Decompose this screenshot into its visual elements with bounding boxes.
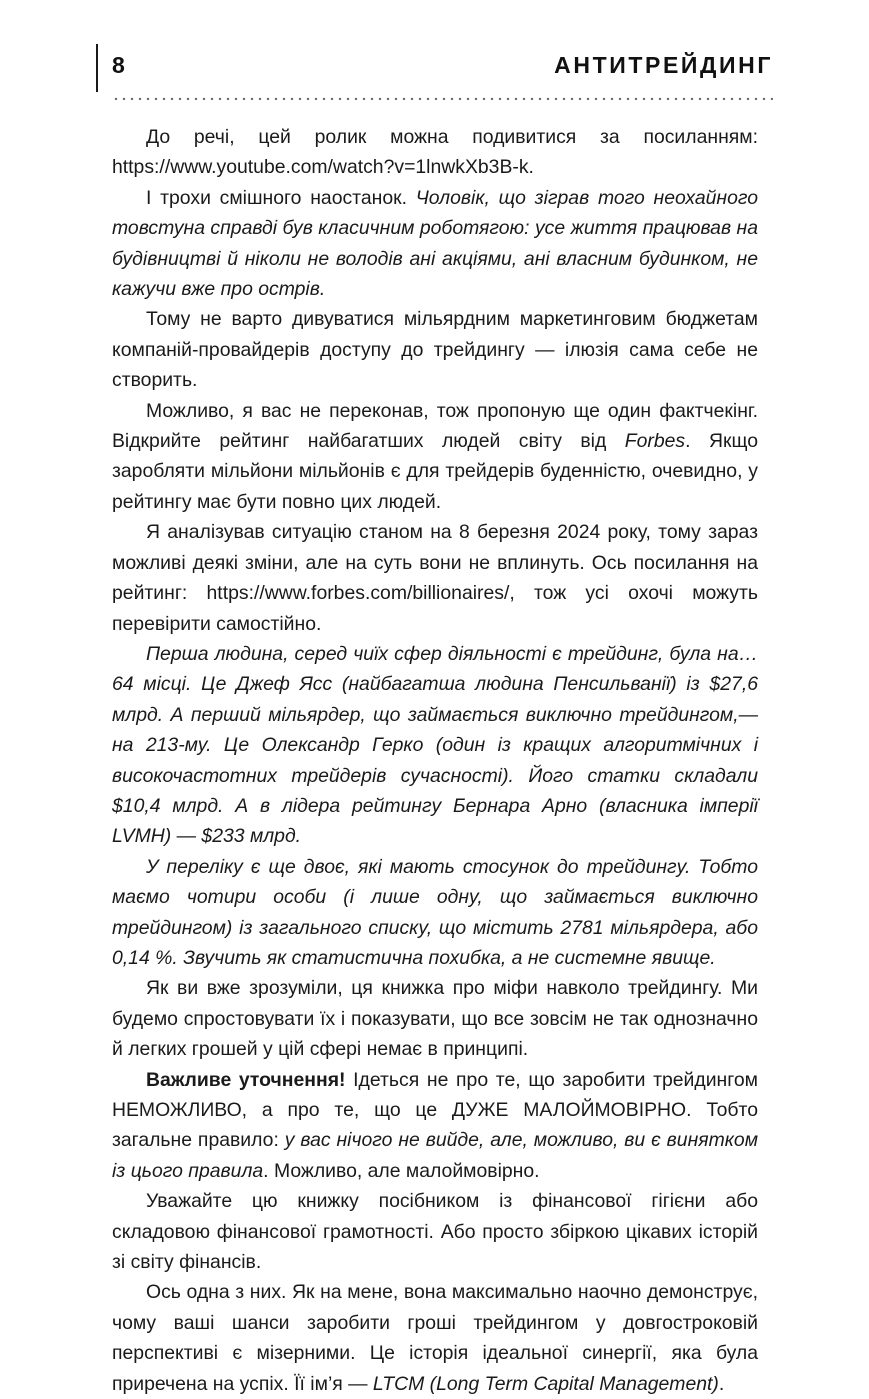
text-run-bold: Важливе уточнення!: [146, 1068, 346, 1091]
paragraph: [112, 973, 758, 1064]
running-title: АНТИТРЕЙДИНГ: [554, 51, 773, 78]
paragraph: [112, 1186, 758, 1277]
paragraph: [112, 517, 758, 639]
text-run-italic: Перша людина, серед чиїх сфер діяльності є трейдинг, була на… 64 місці. Це Джеф Ясс (найбагатша людина Пенсильванії) із $27,6 млрд. А перший мільярдер, що займається виключно трейдингом,— на 213-му. Це Олександр Герко (один із кращих алгоритмічних і високочастотних трейдерів сучасності). Його статки складали $10,4 млрд. А в лідера рейтингу Бернара Арно (власника імперії LVMH) — $233 млрд.: [112, 642, 758, 848]
text-run: Можливо, я вас не переконав, тож пропоную ще один фактчекінг. Відкрийте рейтинг найбагатших людей світу від: [112, 399, 758, 453]
paragraph: [112, 122, 758, 183]
text-run: До речі, цей ролик можна подивитися за посиланням: https://www.youtube.com/watch?v=1lnwkXb3B-k.: [112, 126, 758, 179]
page-number: 8: [112, 51, 126, 78]
text-run: Тому не варто дивуватися мільярдним маркетинговим бюджетам компаній-провайдерів доступу до трейдингу — ілюзія сама себе не створить.: [112, 308, 758, 392]
text-run-italic: У переліку є ще двоє, які мають стосунок до трейдингу. Тобто маємо чотири особи (і лише одну, що займається виключно трейдингом) із загального списку, що містить 2781 мільярдера, або 0,14 %. Звучить як статистична похибка, а не системне явище.: [112, 855, 758, 969]
header-left-rule: [96, 44, 98, 92]
text-run-italic: Forbes: [624, 430, 686, 453]
paragraph: [112, 396, 758, 518]
paragraph: [112, 639, 758, 852]
paragraph: [112, 183, 758, 305]
header-dotted-divider: [112, 96, 773, 100]
text-run: І трохи смішного наостанок.: [146, 186, 416, 209]
paragraph: [112, 1065, 758, 1187]
text-run: Я аналізував ситуацію станом на 8 березня 2024 року, тому зараз можливі деякі зміни, але на суть вони не вплинуть. Ось посилання на рейтинг: https://www.forbes.com/billionaires/, тож усі охочі можуть перевірити самостійно.: [112, 521, 758, 635]
paragraph: [112, 304, 758, 395]
page-header: [112, 48, 773, 82]
paragraph: [112, 1277, 758, 1399]
text-run-italic: Чоловік, що зіграв того неохайного товстуна справді був класичним роботягою: усе життя працював на будівництві й ніколи не володів ані акціями, ані власним будинком, не кажучи вже про острів.: [112, 186, 759, 301]
text-run: .: [718, 1372, 725, 1395]
text-run: . Якщо заробляти мільйони мільйонів є для трейдерів буденністю, очевидно, у рейтингу має бути повно цих людей.: [112, 430, 758, 513]
paragraph: [112, 852, 758, 974]
text-run: Як ви вже зрозуміли, ця книжка про міфи навколо трейдингу. Ми будемо спростовувати їх і показувати, що все зовсім не так однозначно й легких грошей у цій сфері немає в принципі.: [112, 977, 758, 1061]
text-run: . Можливо, але малоймовірно.: [263, 1159, 540, 1182]
text-run-italic: LTCM (Long Term Capital Management): [372, 1372, 719, 1395]
text-run: Ось одна з них. Як на мене, вона максимально наочно демонструє, чому ваші шанси заробити гроші трейдингом у довгостроковій перспективі є мізерними. Це історія ідеальної синергії, яка була приречена на успіх. Її ім’я —: [112, 1281, 758, 1395]
body-text: [112, 122, 758, 1399]
text-run: Ідеться не про те, що заробити трейдингом НЕМОЖЛИВО, а про те, що це ДУЖЕ МАЛОЙМОВІРНО. Тобто загальне правило:: [112, 1068, 758, 1152]
text-run-italic: у вас нічого не вийде, але, можливо, ви є винятком із цього правила: [112, 1129, 758, 1182]
text-run: Уважайте цю книжку посібником із фінансової гігієни або складовою фінансової грамотності. Або просто збіркою цікавих історій зі світу фінансів.: [112, 1190, 758, 1274]
